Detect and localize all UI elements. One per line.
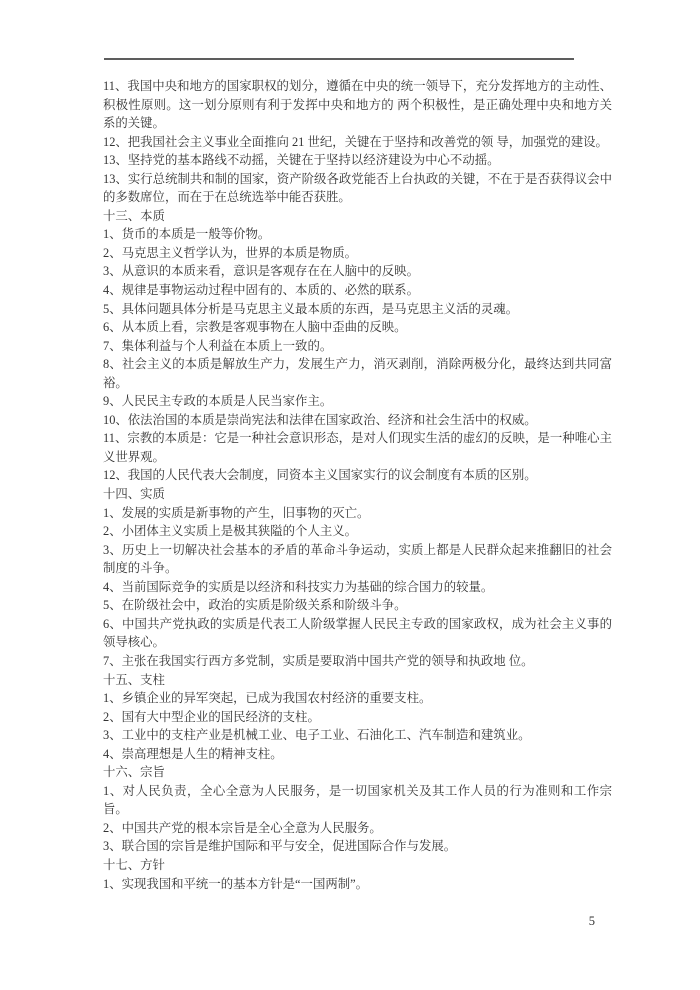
list-item: 2、中国共产党的根本宗旨是全心全意为人民服务。: [103, 820, 382, 835]
list-item: 3、联合国的宗旨是维护国际和平与安全，促进国际合作与发展。: [103, 839, 457, 854]
page-number: 5: [588, 914, 595, 928]
list-item: 1、发展的实质是新事物的产生，旧事物的灭亡。: [103, 505, 370, 520]
list-item: 5、在阶级社会中，政治的实质是阶级关系和阶级斗争。: [103, 598, 407, 613]
list-item: 6、从本质上看，宗教是客观事物在人脑中歪曲的反映。: [103, 320, 407, 335]
list-item: 6、中国共产党执政的实质是代表工人阶级掌握人民民主专政的国家政权，成为社会主义事的领导核心。: [103, 616, 612, 650]
list-item: 3、工业中的支柱产业是机械工业、电子工业、石油化工、汽车制造和建筑业。: [103, 728, 531, 743]
section-heading: 十七、方针: [103, 857, 165, 872]
list-item: 2、小团体主义实质上是极其狭隘的个人主义。: [103, 524, 358, 539]
list-item: 3、从意识的本质来看，意识是客观存在在人脑中的反映。: [103, 264, 419, 279]
list-item: 10、依法治国的本质是崇尚宪法和法律在国家政治、经济和社会生活中的权威。: [103, 412, 537, 427]
header-rule: [104, 58, 574, 60]
list-item: 9、人民民主专政的本质是人民当家作主。: [103, 394, 333, 409]
list-item: 4、规律是事物运动过程中固有的、本质的、必然的联系。: [103, 283, 419, 298]
section-heading: 十六、宗旨: [103, 765, 165, 780]
list-item: 11、宗教的本质是：它是一种社会意识形态，是对人们现实生活的虚幻的反映，是一种唯心主义世界观。: [103, 431, 612, 464]
list-item: 7、集体利益与个人利益在本质上一致的。: [103, 338, 333, 353]
list-item: 4、崇高理想是人生的精神支柱。: [103, 746, 283, 761]
list-item: 2、马克思主义哲学认为，世界的本质是物质。: [103, 245, 358, 260]
list-item: 1、对人民负责，全心全意为人民服务，是一切国家机关及其工作人员的行为准则和工作宗旨。: [103, 783, 612, 817]
list-item: 7、主张在我国实行西方多党制，实质是要取消中国共产党的领导和执政地 位。: [103, 653, 534, 668]
list-item: 13、坚持党的基本路线不动摇，关键在于坚持以经济建设为中心不动摇。: [103, 153, 500, 168]
list-item: 1、实现我国和平统一的基本方针是“一国两制”。: [103, 876, 369, 891]
document-body: [103, 77, 612, 893]
section-heading: 十四、实质: [103, 487, 165, 502]
list-item: 5、具体问题具体分析是马克思主义最本质的东西，是马克思主义活的灵魂。: [103, 301, 519, 316]
list-item: 2、国有大中型企业的国民经济的支柱。: [103, 709, 320, 724]
section-heading: 十三、本质: [103, 208, 165, 223]
list-item: 11、我国中央和地方的国家职权的划分，遵循在中央的统一领导下，充分发挥地方的主动性、积极性原则。这一划分原则有利于发挥中央和地方的 两个积极性，是正确处理中央和地方关系的关键。: [103, 79, 612, 131]
list-item: 12、把我国社会主义事业全面推向 21 世纪，关键在于坚持和改善党的领 导，加强党的建设。: [103, 134, 608, 149]
list-item: 8、社会主义的本质是解放生产力，发展生产力，消灭剥削，消除两极分化，最终达到共同富裕。: [103, 357, 612, 390]
list-item: 12、我国的人民代表大会制度，同资本主义国家实行的议会制度有本质的区别。: [103, 468, 537, 483]
list-item: 3、历史上一切解决社会基本的矛盾的革命斗争运动，实质上都是人民群众起来推翻旧的社会制度的斗争。: [103, 542, 612, 576]
section-heading: 十五、支柱: [103, 672, 165, 687]
list-item: 1、乡镇企业的异军突起，已成为我国农村经济的重要支柱。: [103, 691, 432, 706]
list-item: 4、当前国际竞争的实质是以经济和科技实力为基础的综合国力的较量。: [103, 579, 494, 594]
list-item: 1、货币的本质是一般等价物。: [103, 227, 271, 242]
list-item: 13、实行总统制共和制的国家，资产阶级各政党能否上台执政的关键，不在于是否获得议会中的多数席位，而在于在总统选举中能否获胜。: [103, 171, 612, 205]
